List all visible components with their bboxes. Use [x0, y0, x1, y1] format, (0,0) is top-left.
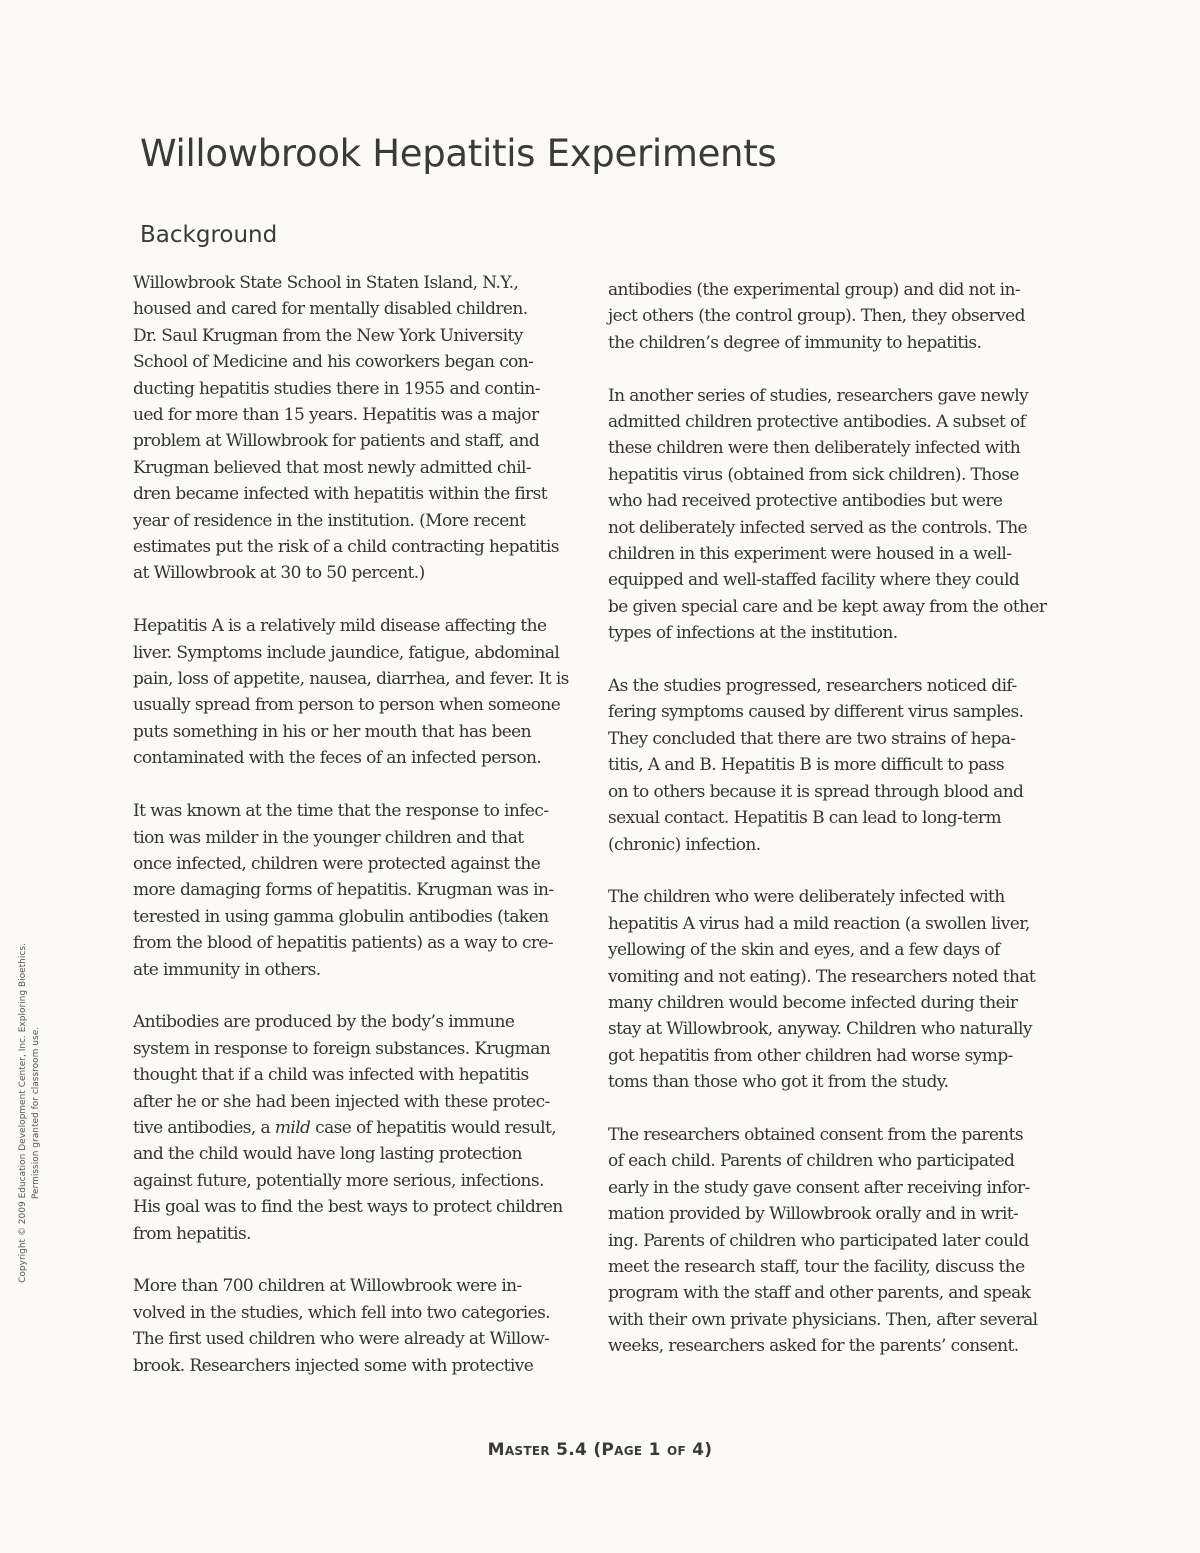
paragraph-line: ject others (the control group). Then, they observed — [608, 306, 1025, 327]
body-paragraph — [608, 277, 1068, 356]
paragraph-line: these children were then deliberately infected with — [608, 438, 1021, 459]
paragraph-line: hepatitis A virus had a mild reaction (a swollen liver, — [608, 913, 1030, 934]
paragraph-line: toms than those who got it from the study. — [608, 1072, 949, 1093]
paragraph-line: hepatitis virus (obtained from sick children). Those — [608, 464, 1019, 485]
paragraph-line: and the child would have long lasting protection — [133, 1144, 522, 1165]
paragraph-line: terested in using gamma globulin antibodies (taken — [133, 906, 549, 927]
section-heading-background: Background — [140, 222, 278, 248]
paragraph-line: It was known at the time that the response to infec- — [133, 801, 549, 822]
paragraph-line: Krugman believed that most newly admitted chil- — [133, 457, 532, 478]
paragraph-line: year of residence in the institution. (More recent — [133, 510, 526, 531]
paragraph-line: on to others because it is spread through blood and — [608, 781, 1024, 802]
body-paragraph — [133, 1009, 595, 1247]
paragraph-line: not deliberately infected served as the controls. The — [608, 517, 1027, 538]
paragraph-line: fering symptoms caused by different virus samples. — [608, 702, 1024, 723]
paragraph-line: ate immunity in others. — [133, 959, 321, 980]
paragraph-spacer — [608, 356, 1068, 382]
paragraph-line: Hepatitis A is a relatively mild disease affecting the — [133, 616, 547, 637]
paragraph-line: thought that if a child was infected with hepatitis — [133, 1065, 529, 1086]
paragraph-line: mation provided by Willowbrook orally and in writ- — [608, 1204, 1019, 1225]
body-paragraph — [608, 673, 1068, 858]
copyright-line: Copyright © 2009 Education Development Center, Inc. Exploring Bioethics. — [18, 943, 28, 1283]
body-paragraph — [133, 1273, 595, 1379]
paragraph-line: The first used children who were already at Willow- — [133, 1329, 550, 1350]
paragraph-line: (chronic) infection. — [608, 834, 761, 855]
paragraph-line: weeks, researchers asked for the parents’ consent. — [608, 1336, 1019, 1357]
paragraph-line: liver. Symptoms include jaundice, fatigue, abdominal — [133, 642, 560, 663]
paragraph-line: the children’s degree of immunity to hepatitis. — [608, 332, 982, 353]
paragraph-line: volved in the studies, which fell into two categories. — [133, 1302, 551, 1323]
paragraph-line: after he or she had been injected with these protec- — [133, 1091, 550, 1112]
paragraph-spacer — [608, 647, 1068, 673]
paragraph-line: estimates put the risk of a child contracting hepatitis — [133, 537, 559, 558]
paragraph-line: tive antibodies, a mild case of hepatitis would result, — [133, 1117, 557, 1138]
paragraph-line: stay at Willowbrook, anyway. Children who naturally — [608, 1019, 1032, 1040]
paragraph-line: once infected, children were protected against the — [133, 853, 541, 874]
paragraph-line: contaminated with the feces of an infected person. — [133, 748, 542, 769]
paragraph-line: Dr. Saul Krugman from the New York University — [133, 325, 523, 346]
paragraph-spacer — [133, 772, 595, 798]
paragraph-spacer — [608, 1096, 1068, 1122]
body-paragraph — [608, 884, 1068, 1095]
paragraph-line: His goal was to find the best ways to protect children — [133, 1197, 563, 1218]
paragraph-line: vomiting and not eating). The researchers noted that — [608, 966, 1036, 987]
paragraph-line: at Willowbrook at 30 to 50 percent.) — [133, 563, 425, 584]
paragraph-line: program with the staff and other parents, and speak — [608, 1283, 1031, 1304]
paragraph-line: yellowing of the skin and eyes, and a few days of — [608, 940, 1000, 961]
paragraph-line: As the studies progressed, researchers noticed dif- — [608, 676, 1017, 697]
body-paragraph — [608, 383, 1068, 647]
paragraph-line: with their own private physicians. Then, after several — [608, 1309, 1038, 1330]
body-paragraph — [133, 270, 595, 587]
paragraph-line: titis, A and B. Hepatitis B is more difficult to pass — [608, 755, 1005, 776]
paragraph-line: got hepatitis from other children had worse symp- — [608, 1045, 1013, 1066]
paragraph-line: dren became infected with hepatitis within the first — [133, 484, 547, 505]
paragraph-line: Willowbrook State School in Staten Island, N.Y., — [133, 273, 519, 293]
paragraph-line: puts something in his or her mouth that has been — [133, 721, 531, 742]
paragraph-line: pain, loss of appetite, nausea, diarrhea, and fever. It is — [133, 669, 569, 690]
emphasis: mild — [274, 1117, 311, 1138]
paragraph-line: usually spread from person to person when someone — [133, 695, 561, 716]
paragraph-spacer — [133, 983, 595, 1009]
page-footer: Master 5.4 (Page 1 of 4) — [487, 1440, 713, 1460]
body-paragraph — [133, 798, 595, 983]
left-column — [133, 270, 595, 1379]
body-paragraph — [133, 613, 595, 771]
paragraph-line: Antibodies are produced by the body’s immune — [133, 1012, 515, 1033]
right-column — [608, 277, 1068, 1360]
paragraph-line: ducting hepatitis studies there in 1955 and contin- — [133, 378, 540, 399]
paragraph-line: ing. Parents of children who participated later could — [608, 1230, 1029, 1251]
paragraph-line: who had received protective antibodies but were — [608, 491, 1003, 512]
paragraph-spacer — [133, 1247, 595, 1273]
paragraph-line: admitted children protective antibodies. A subset of — [608, 412, 1026, 433]
body-paragraph — [608, 1122, 1068, 1360]
paragraph-line: meet the research staff, tour the facility, discuss the — [608, 1256, 1025, 1277]
paragraph-line: The researchers obtained consent from the parents — [608, 1124, 1023, 1145]
paragraph-line: system in response to foreign substances. Krugman — [133, 1038, 551, 1059]
copyright-notice — [17, 883, 43, 1343]
paragraph-line: tion was milder in the younger children and that — [133, 827, 524, 848]
paragraph-line: early in the study gave consent after receiving infor- — [608, 1177, 1030, 1198]
paragraph-line: types of infections at the institution. — [608, 623, 898, 644]
paragraph-line: In another series of studies, researchers gave newly — [608, 385, 1029, 406]
paragraph-line: children in this experiment were housed in a well- — [608, 544, 1012, 565]
paragraph-line: from hepatitis. — [133, 1223, 251, 1244]
paragraph-line: from the blood of hepatitis patients) as a way to cre- — [133, 933, 554, 954]
paragraph-line: more damaging forms of hepatitis. Krugman was in- — [133, 880, 554, 901]
paragraph-line: ued for more than 15 years. Hepatitis was a major — [133, 405, 539, 426]
copyright-line: Permission granted for classroom use. — [31, 1026, 41, 1200]
paragraph-line: School of Medicine and his coworkers began con- — [133, 352, 534, 373]
paragraph-line: antibodies (the experimental group) and did not in- — [608, 280, 1020, 300]
paragraph-line: sexual contact. Hepatitis B can lead to long-term — [608, 808, 1001, 829]
paragraph-line: housed and cared for mentally disabled children. — [133, 299, 528, 320]
paragraph-line: against future, potentially more serious, infections. — [133, 1170, 544, 1191]
paragraph-line: They concluded that there are two strains of hepa- — [608, 728, 1016, 749]
paragraph-line: equipped and well-staffed facility where they could — [608, 570, 1020, 591]
paragraph-line: problem at Willowbrook for patients and staff, and — [133, 431, 540, 452]
paragraph-line: many children would become infected during their — [608, 992, 1018, 1013]
paragraph-line: The children who were deliberately infected with — [608, 887, 1005, 908]
paragraph-spacer — [133, 587, 595, 613]
page-title: Willowbrook Hepatitis Experiments — [140, 132, 777, 175]
paragraph-spacer — [608, 858, 1068, 884]
paragraph-line: be given special care and be kept away from the other — [608, 596, 1047, 617]
paragraph-line: of each child. Parents of children who participated — [608, 1151, 1015, 1172]
paragraph-line: More than 700 children at Willowbrook were in- — [133, 1276, 522, 1297]
paragraph-line: brook. Researchers injected some with protective — [133, 1355, 534, 1376]
